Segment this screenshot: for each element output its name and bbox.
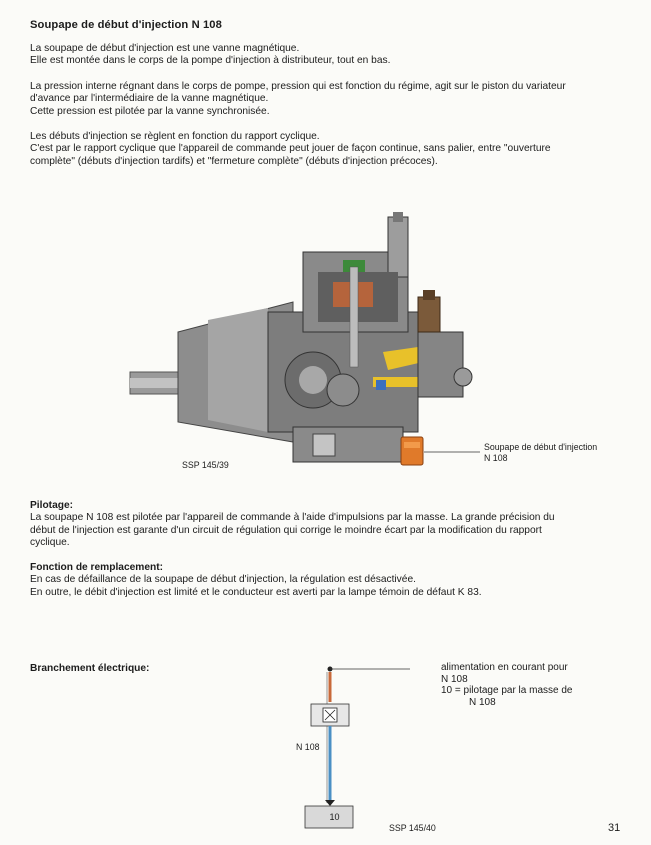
pressure-paragraph [30, 81, 620, 118]
injection-pump-illustration [118, 212, 488, 477]
fonction-line: En outre, le débit d'injection est limité et le conducteur est averti par la lampe témoin de défaut K 83. [30, 586, 482, 598]
timing-line: Les débuts d'injection se règlent en fonction du rapport cyclique. [30, 131, 320, 142]
pilotage-section [30, 500, 620, 550]
legend-line: alimentation en courant pour [441, 662, 568, 673]
connector-label: 10 [329, 812, 340, 822]
figure-caption: SSP 145/39 [182, 460, 229, 470]
timing-line: complète" (débuts d'injection tardifs) et "fermeture complète" (débuts d'injection précoces). [30, 155, 438, 167]
page-number: 31 [608, 822, 621, 834]
fonction-line: En cas de défaillance de la soupape de début d'injection, la régulation est désactivée. [30, 574, 416, 586]
component-label: N 108 [296, 742, 320, 752]
section-heading: Pilotage: [30, 500, 74, 511]
legend-line: N 108 [469, 696, 496, 708]
pressure-line: La pression interne régnant dans le corps de pompe, pression qui est fonction du régime, agit sur le piston du variateur [30, 81, 566, 92]
pressure-line: Cette pression est pilotée par la vanne synchronisée. [30, 105, 270, 117]
page-title: Soupape de début d'injection N 108 [30, 19, 222, 31]
timing-paragraph [30, 131, 620, 168]
fonction-section [30, 562, 620, 599]
legend-line: N 108 [441, 673, 468, 685]
intro-line: La soupape de début d'injection est une vanne magnétique. [30, 43, 300, 54]
figure-caption: SSP 145/40 [389, 823, 436, 833]
valve-callout-label [484, 442, 597, 464]
section-heading: Fonction de remplacement: [30, 562, 164, 573]
pressure-line: d'avance par l'intermédiaire de la vanne magnétique. [30, 93, 269, 105]
section-heading: Branchement électrique: [30, 663, 150, 674]
pilotage-line: cyclique. [30, 537, 70, 549]
pilotage-line: début de l'injection est garante d'un circuit de régulation qui corrige le moindre écart par la modification du rapport [30, 524, 542, 536]
pilotage-line: La soupape N 108 est pilotée par l'appareil de commande à l'aide d'impulsions par la masse. La grande précision du [30, 512, 555, 524]
intro-paragraph [30, 43, 620, 68]
legend-line: 10 = pilotage par la masse de [441, 685, 573, 696]
callout-line: N 108 [484, 453, 508, 463]
timing-line: C'est par le rapport cyclique que l'appareil de commande peut jouer de façon continue, sans palier, entre "ouverture [30, 143, 551, 155]
intro-line: Elle est montée dans le corps de la pompe d'injection à distributeur, tout en bas. [30, 55, 391, 67]
callout-line: Soupape de début d'injection [484, 442, 598, 452]
wiring-legend [441, 662, 572, 708]
